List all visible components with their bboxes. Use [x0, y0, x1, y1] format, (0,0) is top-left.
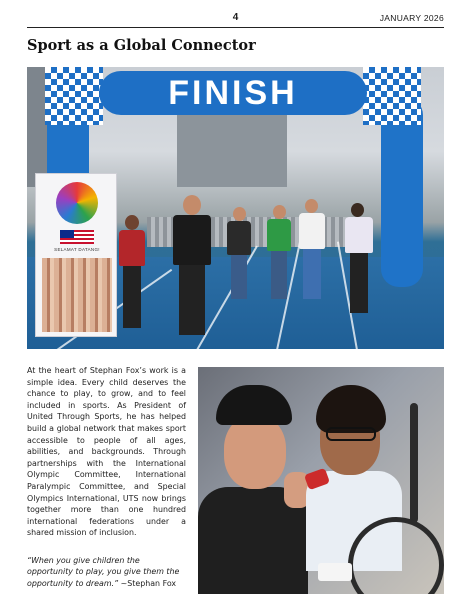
- article-quote: [27, 555, 186, 589]
- banner-welcome-text: SELAMAT DATANG!: [54, 247, 100, 252]
- portrait-photo-thumbs-up: [198, 367, 444, 594]
- boy-hair: [316, 385, 386, 433]
- wheelchair-handle: [410, 403, 418, 523]
- sponsor-tag: [318, 563, 352, 581]
- boy-glasses: [326, 427, 376, 441]
- article-body: At the heart of Stephan Fox’s work is a simple idea. Every child deserves the chance to play, to grow, and to feel included in sports. As President of United Through Sports, he has helped build a global network that makes sport accessible to people of all ages, abilities, and backgrounds. Through partnerships with the International Olympic Committee, International Paralympic Committee, and Special Olympics International, UTS now brings together more than one hundred international federations under a shared mission of inclusion.: [27, 366, 186, 538]
- quote-text: “When you give children the opportunity to play, you give them the opportunity to dream.”: [27, 556, 180, 588]
- arch-right-pillar: [381, 97, 423, 287]
- header-divider: [27, 27, 444, 28]
- page-number: 4: [232, 12, 239, 23]
- arch-checker-right: [363, 67, 421, 125]
- event-logo: [56, 182, 98, 224]
- background-building: [177, 107, 287, 187]
- arch-checker-left: [45, 67, 103, 125]
- banner-crowd-photo: [42, 258, 112, 332]
- article-title: Sport as a Global Connector: [27, 37, 256, 54]
- issue-date: JANUARY 2026: [379, 13, 444, 23]
- finish-banner: [99, 71, 367, 115]
- hero-photo-finish-line: [27, 67, 444, 349]
- man-face: [224, 415, 286, 489]
- event-welcome-banner: [35, 173, 117, 337]
- malaysia-flag: [60, 230, 94, 244]
- quote-attribution: ~Stephan Fox: [118, 578, 177, 588]
- man-cap: [216, 385, 292, 425]
- finish-arch-text: FINISH: [168, 73, 298, 112]
